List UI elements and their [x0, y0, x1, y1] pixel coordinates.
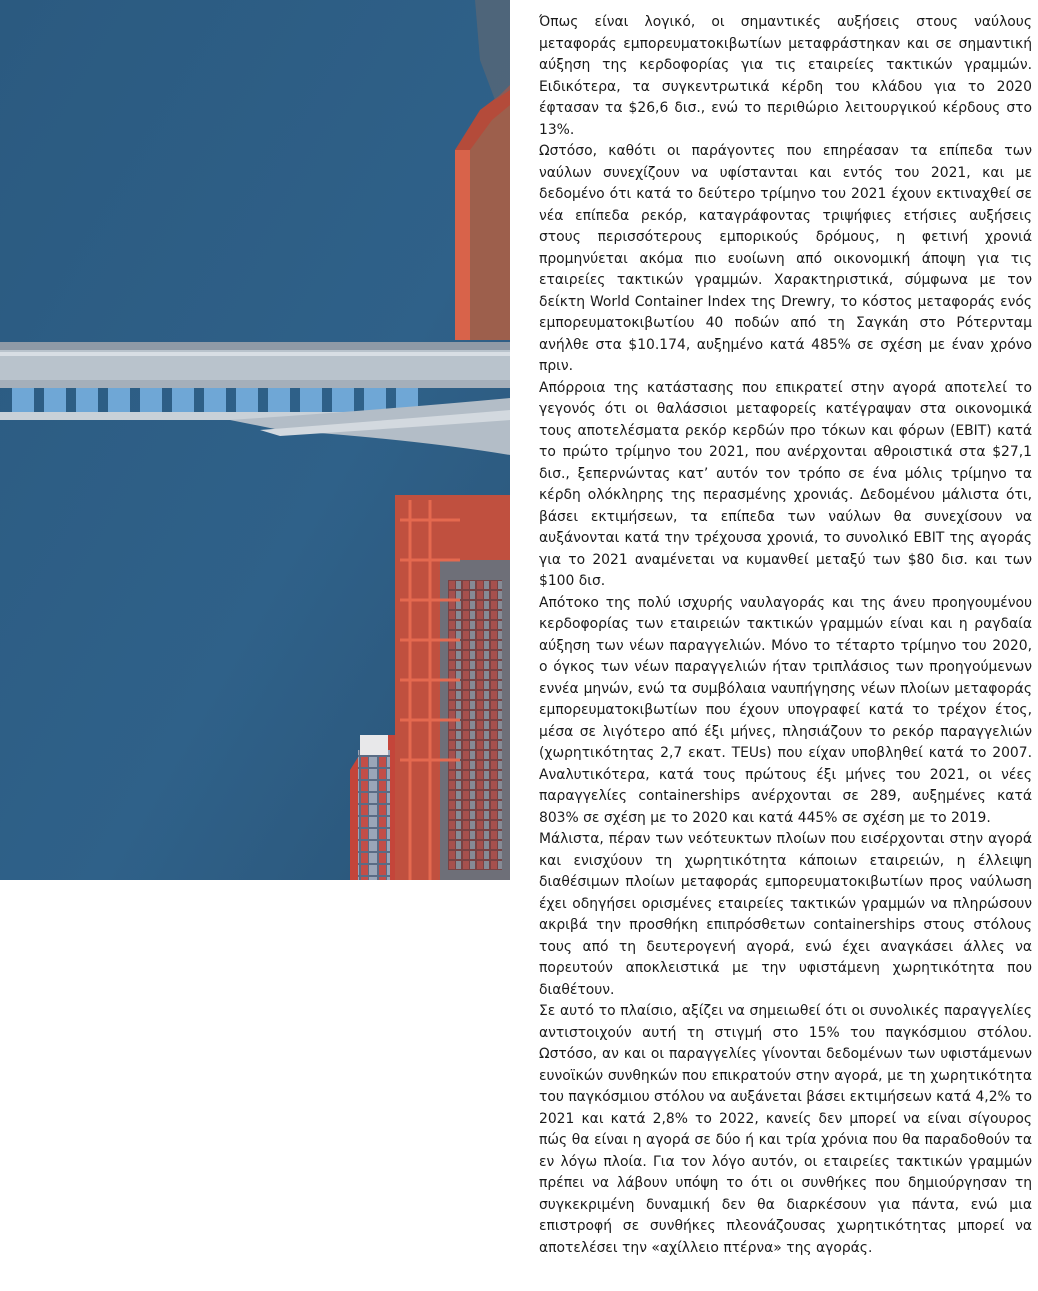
article-body [539, 12, 1032, 1259]
article-paragraph: Απότοκο της πολύ ισχυρής ναυλαγοράς και της άνευ προηγουμένου κερδοφορίας των εταιρειών τακτικών γραμμών είναι και η ραγδαία αύξηση των νέων παραγγελιών. Μόνο το τέταρτο τρίμηνο του 2020, ο όγκος των νέων παραγγελιών ήταν τριπλάσιος των προηγούμενων εννέα μηνών, ενώ τα συμβόλαια ναυπήγησης νέων πλοίων μεταφοράς εμπορευματοκιβωτίων που έχουν υπογραφεί κατά το τρέχον έτος, μέσα σε λιγότερο από έξι μήνες, πλησιάζουν το ρεκόρ παραγγελιών (χωρητικότητας 2,7 εκατ. TEUs) που είχαν υποβληθεί κατά το 2007. Αναλυτικότερα, κατά τους πρώτους έξι μήνες του 2021, οι νέες παραγγελίες containerships ανέρχονται σε 289, αυξημένες κατά 803% σε σχέση με το 2020 και κατά 445% σε σχέση με το 2019. [539, 594, 1032, 826]
article-paragraph: Ωστόσο, καθότι οι παράγοντες που επηρέασαν τα επίπεδα των ναύλων συνεχίζουν να υφίστανται και εντός του 2021, και με δεδομένο ότι κατά το δεύτερο τρίμηνο του 2021 έχουν εκτιναχθεί σε νέα επίπεδα ρεκόρ, καταγράφοντας τριψήφιες ετήσιες αυξήσεις στους περισσότερους εμπορικούς δρόμους, η φετινή χρονιά προμηνύεται ακόμα πιο ευοίωνη από οικονομική άποψη για τις εταιρείες τακτικών γραμμών. Χαρακτηριστικά, σύμφωνα με τον δείκτη World Container Index της Drewry, το κόστος μεταφοράς ενός εμπορευματοκιβωτίου 40 ποδών από τη Σαγκάη στο Ρότερνταμ ανήλθε στα $10.174, αυξημένο κατά 485% σε σχέση με έναν χρόνο πριν. [539, 143, 1032, 374]
article-paragraph: Σε αυτό το πλαίσιο, αξίζει να σημειωθεί ότι οι συνολικές παραγγελίες αντιστοιχούν αυτή τη στιγμή στο 15% του παγκόσμιου στόλου. Ωστόσο, αν και οι παραγγελίες γίνονται δεδομένων των υφιστάμενων ευνοϊκών συνθηκών που επικρατούν στην αγορά, με τη χωρητικότητα του παγκόσμιου στόλου να αυξάνεται βάσει εκτιμήσεων κατά 4,2% το 2021 και κατά 2,8% το 2022, κανείς δεν μπορεί να είναι σίγουρος πώς θα είναι η αγορά σε δύο ή και τρία χρόνια που θα παραδοθούν τα εν λόγω πλοία. Για τον λόγο αυτόν, οι εταιρείες τακτικών γραμμών πρέπει να λάβουν υπόψη το ότι οι συνθήκες που δημιούργησαν τη συγκεκριμένη δυναμική δεν θα διαρκέσουν για πάντα, ενώ μια επιστροφή σε συνθήκες πλεονάζουσας χωρητικότητας μπορεί να αποτελέσει την «αχίλλειο πτέρνα» της αγοράς. [539, 1003, 1033, 1256]
aerial-port-illustration [0, 0, 510, 880]
article-paragraph: Μάλιστα, πέραν των νεότευκτων πλοίων που εισέρχονται στην αγορά και ενισχύουν τη χωρητικότητα κάποιων εταιρειών, η έλλειψη διαθέσιμων πλοίων μεταφοράς εμπορευματοκιβωτίων προς ναύλωση έχει οδηγήσει ορισμένες εταιρείες τακτικών γραμμών να πληρώσουν ακριβά την προσθήκη επιπρόσθετων containerships στους στόλους τους από τη δευτερογενή αγορά, ενώ έχει αναγκάσει άλλες να πορευτούν αποκλειστικά με την υφιστάμενη χωρητικότητα που διαθέτουν. [539, 831, 1032, 998]
article-paragraph: Απόρροια της κατάστασης που επικρατεί στην αγορά αποτελεί το γεγονός ότι οι θαλάσσιοι μεταφορείς κατέγραψαν στα οικονομικά τους αποτελέσματα ρεκόρ κερδών προ τόκων και φόρων (EBIT) κατά το πρώτο τρίμηνο του 2021, που ανέρχονται αθροιστικά στα $27,1 δισ., ξεπερνώντας κατ’ αυτόν τον τρόπο σε ένα μόλις τρίμηνο τα κέρδη ολόκληρης της περασμένης χρονιάς. Δεδομένου μάλιστα ότι, βάσει εκτιμήσεων, τα επίπεδα των ναύλων θα συνεχίσουν να αυξάνονται κατά την τρέχουσα χρονιά, το συνολικό EBIT της αγοράς για το 2021 αναμένεται να κυμανθεί μεταξύ των $80 δισ. και των $100 δισ. [539, 379, 1032, 589]
aerial-port-photo [0, 0, 510, 880]
article-paragraph: Όπως είναι λογικό, οι σημαντικές αυξήσεις στους ναύλους μεταφοράς εμπορευματοκιβωτίων μεταφράστηκαν και σε σημαντική αύξηση της κερδοφορίας για τις εταιρείες τακτικών γραμμών. Ειδικότερα, τα συγκεντρωτικά κέρδη του κλάδου για το 2020 έφτασαν τα $26,6 δισ., ενώ το περιθώριο λειτουργικού κέρδους στο 13%. [539, 14, 1032, 138]
